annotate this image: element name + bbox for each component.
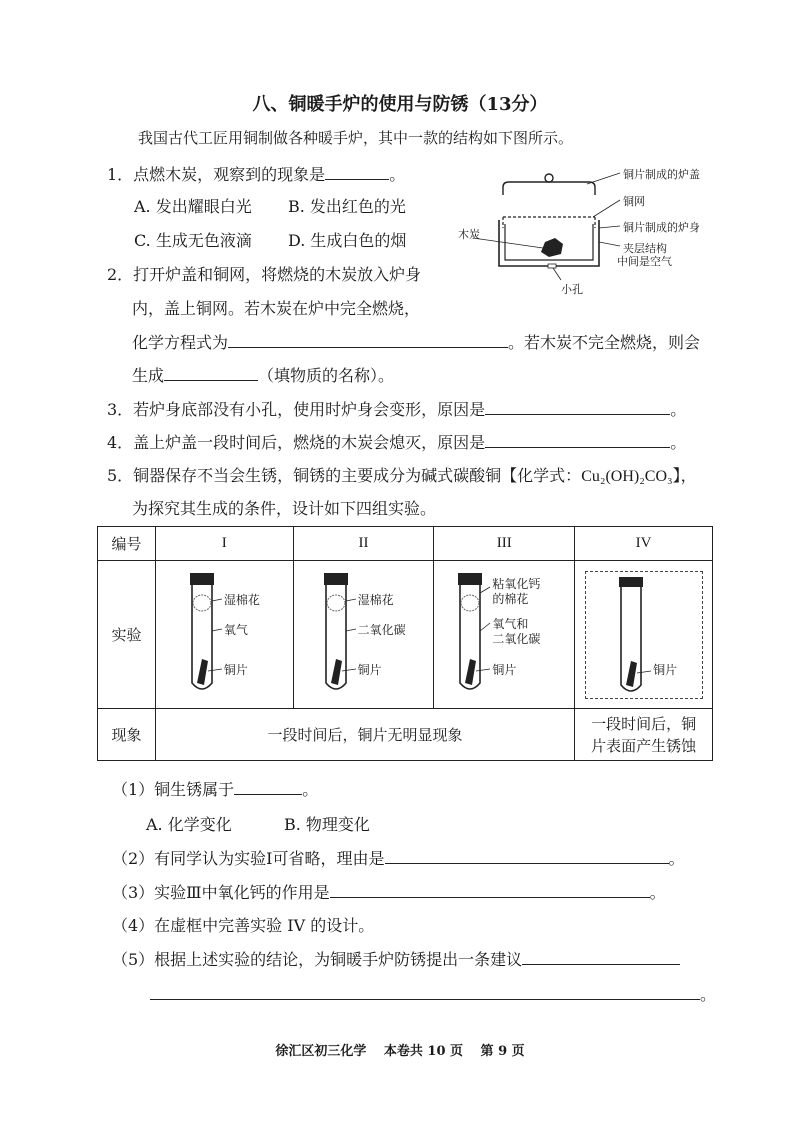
col-label-2: II [293,527,434,561]
q1-text: 1．点燃木炭，观察到的现象是 [107,165,326,184]
q5-line1-text: 5．铜器保存不当会生锈，铜锈的主要成分为碱式碳酸铜【化学式： [107,466,582,485]
q3-line [107,397,686,420]
tube2-mid-label: 二氧化碳 [357,623,406,637]
q2-line2: 内，盖上铜网。若木炭在炉中完全燃烧， [132,299,421,318]
q4-end: 。 [670,433,687,452]
s5-line [112,947,680,970]
col-label-3: III [434,527,575,561]
s3-answer-blank[interactable] [330,883,650,898]
s1-option-a: A. 化学变化 [146,815,232,834]
section-title: 八、铜暖手炉的使用与防锈（13分） [252,94,548,115]
layer-label-2: 中间是空气 [617,255,672,268]
s2-text: （2）有同学认为实验Ⅰ可省略，理由是 [112,849,385,868]
q4-answer-blank[interactable] [485,433,670,448]
row-label-phenomenon: 现象 [98,709,156,761]
lid-knob [545,174,553,182]
q1-line [107,162,405,185]
tube3-top-label-1: 粘氧化钙 [492,577,541,591]
hole-shape [548,264,556,268]
hole-label: 小孔 [561,283,583,296]
s1-text: （1）铜生锈属于 [112,780,235,799]
q4-text: 4．盖上炉盖一段时间后，燃烧的木炭会熄灭，原因是 [107,433,486,452]
s4-line: （4）在虚框中完善实验 IV 的设计。 [112,916,375,935]
q1-answer-blank[interactable] [325,165,389,180]
test-tube-2-icon [314,571,358,701]
table-phenomenon-row [98,709,713,761]
lid-shape [503,182,595,195]
q1-option-c: C. 生成无色液滴 [134,231,252,250]
s5-answer-blank-2[interactable] [150,985,700,1000]
q2-line4-end: （填物质的名称）。 [258,366,395,385]
q2-line3-end: 。若木炭不完全燃烧，则会 [508,333,701,352]
page-footer: 徐汇区初三化学 本卷共 10 页 第 9 页 [275,1044,525,1059]
q2-line4 [132,363,394,386]
s5-end: 。 [700,985,717,1004]
tube-cell-2 [293,561,434,709]
q5-line1 [107,463,697,486]
tube2-bottom-label: 铜片 [357,663,382,677]
body-label: 铜片制成的炉身 [623,221,700,234]
tube-cell-4 [575,561,713,709]
table-header-row [98,527,713,561]
q1-end: 。 [389,165,406,184]
test-tube-4-icon [609,573,653,703]
s1-line [112,777,318,800]
lid-label: 铜片制成的炉盖 [623,168,700,181]
substance-blank[interactable] [164,366,258,381]
q1-option-d: D. 生成白色的烟 [288,231,407,250]
q2-line3-text: 化学方程式为 [132,333,229,352]
layer-label-1: 夹层结构 [623,242,667,255]
s2-end: 。 [668,849,685,868]
chemical-formula: Cu₂(OH)₂CO₃ [581,468,673,485]
equation-blank[interactable] [228,333,508,348]
s5-line2 [150,982,716,1005]
tube3-top-label-2: 的棉花 [492,592,529,606]
test-tube-3-icon [448,571,492,701]
q3-end: 。 [670,400,687,419]
tube-cell-3 [434,561,575,709]
phenomenon-4 [575,709,713,761]
tube-cell-1 [155,561,293,709]
q5-line2: 为探究其生成的条件，设计如下四组实验。 [132,499,437,518]
test-tube-1-icon [180,571,224,701]
phenomenon-4-line2: 片表面产生锈蚀 [591,736,697,755]
q2-line1: 2．打开炉盖和铜网，将燃烧的木炭放入炉身 [107,265,422,284]
q2-line3 [132,330,700,353]
q1-option-a: A. 发出耀眼白光 [134,197,252,216]
q4-line [107,430,686,453]
charcoal-shape [541,238,563,257]
tube4-bottom-label: 铜片 [653,663,678,677]
s3-end: 。 [649,883,666,902]
experiment-table [97,526,713,761]
s1-answer-blank[interactable] [234,780,302,795]
charcoal-label: 木炭 [458,228,480,241]
tube3-mid-label-1: 氧气和 [492,617,529,631]
col-label-4: IV [575,527,713,561]
q5-line1-end: 】， [672,466,697,485]
tube1-top-label: 湿棉花 [223,593,260,607]
q2-line4-text: 生成 [132,366,165,385]
s5-text: （5）根据上述实验的结论，为铜暖手炉防锈提出一条建议 [112,950,523,969]
col-label-1: I [155,527,293,561]
tube1-bottom-label: 铜片 [223,663,248,677]
s1-option-b: B. 物理变化 [284,815,370,834]
tube1-mid-label: 氧气 [223,623,248,637]
mesh-label: 铜网 [623,195,645,208]
q1-option-b: B. 发出红色的光 [288,197,406,216]
header-label: 编号 [98,527,156,561]
tube3-mid-label-2: 二氧化碳 [492,632,541,646]
q3-text: 3．若炉身底部没有小孔，使用时炉身会变形，原因是 [107,400,486,419]
table-experiment-row [98,561,713,709]
tube2-top-label: 湿棉花 [357,593,394,607]
s5-answer-blank-1[interactable] [522,950,680,965]
s2-answer-blank[interactable] [385,849,669,864]
s3-line [112,880,666,903]
s3-text: （3）实验Ⅲ中氧化钙的作用是 [112,883,330,902]
intro-text: 我国古代工匠用铜制做各种暖手炉，其中一款的结构如下图所示。 [138,129,574,147]
s1-end: 。 [302,780,319,799]
phenomenon-4-line1: 一段时间后，铜 [591,714,697,733]
tube3-bottom-label: 铜片 [492,663,517,677]
q3-answer-blank[interactable] [485,400,670,415]
phenomenon-1to3: 一段时间后，铜片无明显现象 [155,709,574,761]
s2-line [112,846,685,869]
row-label-experiment: 实验 [98,561,156,709]
